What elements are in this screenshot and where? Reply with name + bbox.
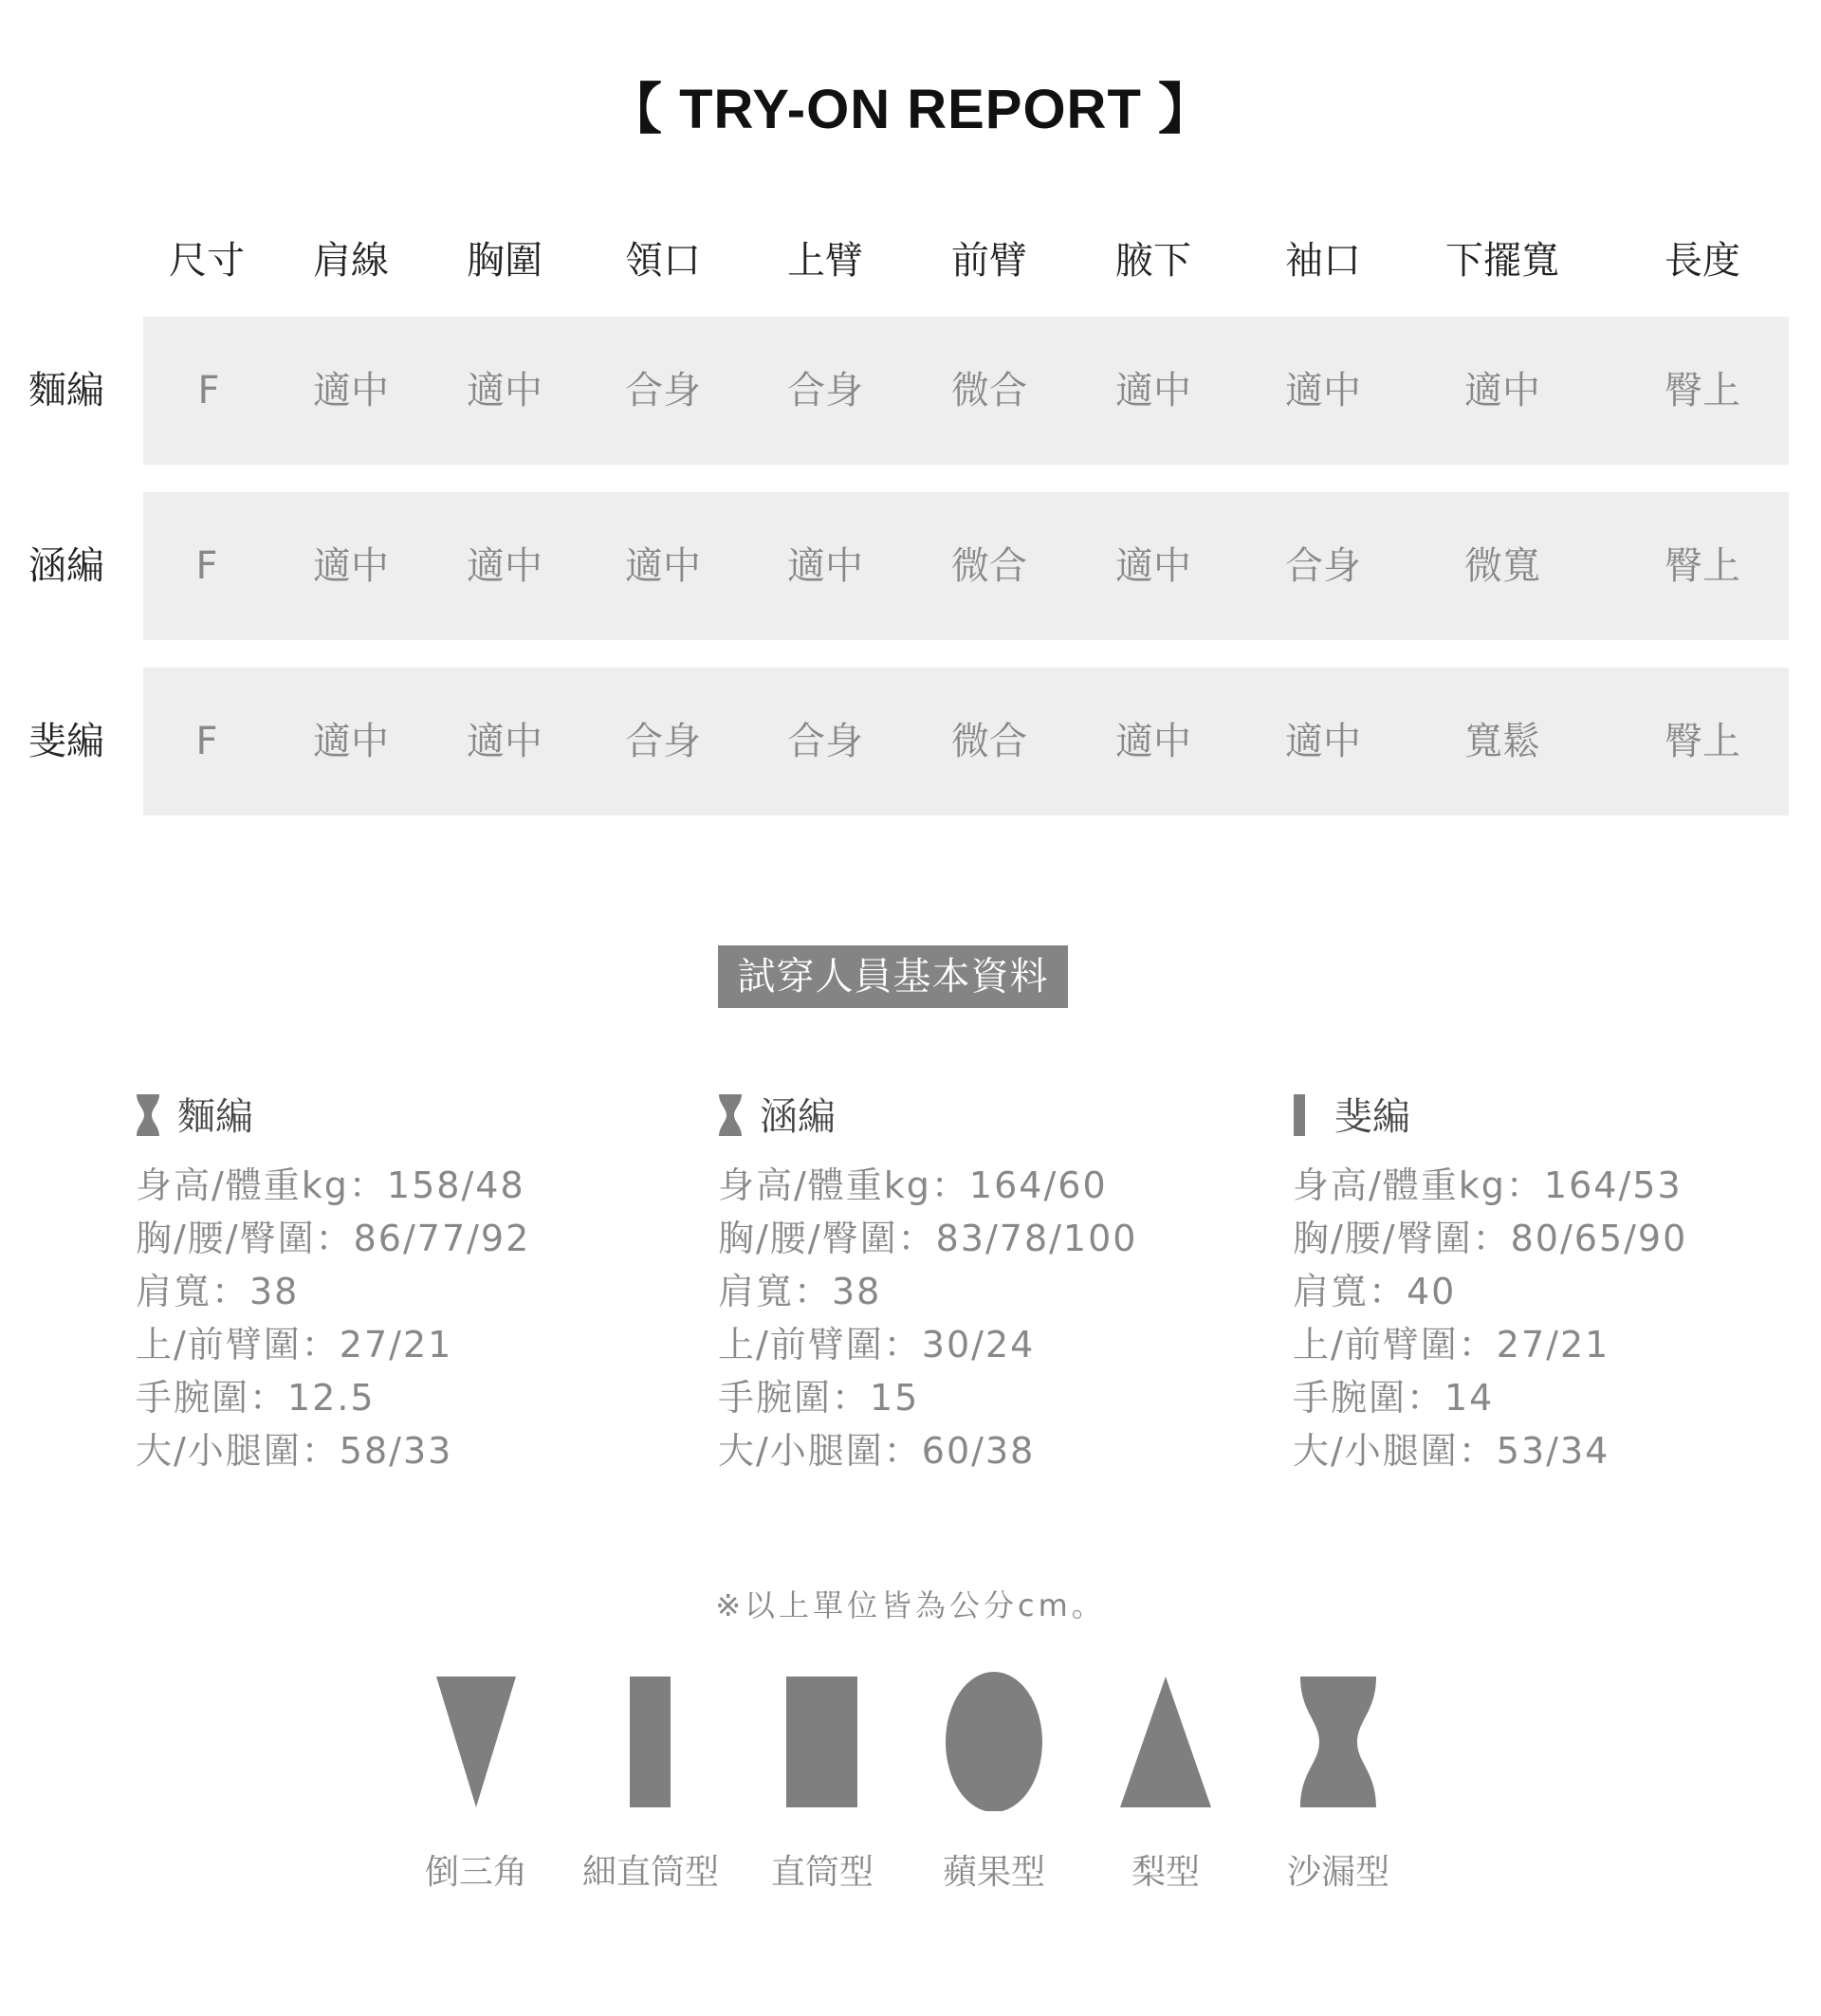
cell-cuff: 適中 bbox=[1285, 720, 1361, 763]
cell-hem-width: 寬鬆 bbox=[1464, 720, 1540, 763]
cell-armpit: 適中 bbox=[1115, 720, 1191, 763]
header-neckline: 領口 bbox=[625, 239, 701, 283]
cell-hem-width: 適中 bbox=[1464, 369, 1540, 412]
stat-height-weight: 身高/體重kg：164/53 bbox=[1293, 1164, 1683, 1206]
section-title-badge: 試穿人員基本資料 bbox=[718, 945, 1068, 1008]
stat-wrist: 手腕圍：15 bbox=[718, 1377, 920, 1419]
cell-armpit: 適中 bbox=[1115, 369, 1191, 412]
cell-length: 臀上 bbox=[1665, 544, 1740, 588]
stat-leg-circumference: 大/小腿圍：60/38 bbox=[718, 1430, 1036, 1472]
person-name: 涵編 bbox=[760, 1095, 836, 1139]
table-row bbox=[0, 668, 1821, 816]
header-shoulder: 肩線 bbox=[313, 239, 389, 283]
cell-forearm: 微合 bbox=[951, 544, 1027, 588]
cell-cuff: 合身 bbox=[1285, 544, 1361, 588]
row-label: 麵編 bbox=[28, 369, 104, 412]
cell-shoulder: 適中 bbox=[313, 544, 389, 588]
header-chest: 胸圍 bbox=[467, 239, 543, 283]
shape-label: 倒三角 bbox=[424, 1853, 527, 1892]
stat-bust-waist-hip: 胸/腰/臀圍：80/65/90 bbox=[1293, 1218, 1688, 1259]
hourglass-icon bbox=[1253, 1669, 1424, 1811]
header-armpit: 腋下 bbox=[1115, 239, 1191, 283]
hourglass-icon bbox=[136, 1094, 160, 1136]
pear-icon bbox=[1080, 1669, 1251, 1811]
shape-label: 細直筒型 bbox=[581, 1853, 719, 1892]
stat-height-weight: 身高/體重kg：164/60 bbox=[718, 1164, 1108, 1206]
stats-list bbox=[718, 1159, 1287, 1477]
cell-chest: 適中 bbox=[467, 720, 543, 763]
stats-list bbox=[136, 1159, 705, 1477]
stat-wrist: 手腕圍：12.5 bbox=[136, 1377, 376, 1419]
apple-icon bbox=[909, 1669, 1079, 1811]
straight-icon bbox=[737, 1669, 908, 1811]
shape-label: 沙漏型 bbox=[1286, 1853, 1389, 1892]
cell-forearm: 微合 bbox=[951, 720, 1027, 763]
header-length: 長度 bbox=[1665, 239, 1740, 283]
stat-arm-circumference: 上/前臂圍：27/21 bbox=[136, 1324, 453, 1365]
cell-size: F bbox=[197, 369, 220, 412]
cell-neckline: 合身 bbox=[625, 369, 701, 412]
cell-length: 臀上 bbox=[1665, 720, 1740, 763]
cell-chest: 適中 bbox=[467, 369, 543, 412]
stat-leg-circumference: 大/小腿圍：58/33 bbox=[136, 1430, 453, 1472]
person-name: 斐編 bbox=[1334, 1095, 1410, 1139]
stat-shoulder-width: 肩寬：40 bbox=[1293, 1271, 1457, 1312]
cell-size: F bbox=[195, 544, 218, 588]
stat-leg-circumference: 大/小腿圍：53/34 bbox=[1293, 1430, 1610, 1472]
person-card bbox=[718, 1089, 1287, 1493]
body-shape-item bbox=[1253, 1669, 1424, 1897]
table-header-row bbox=[0, 228, 1821, 294]
header-upper-arm: 上臂 bbox=[787, 239, 863, 283]
cell-neckline: 適中 bbox=[625, 544, 701, 588]
stat-shoulder-width: 肩寬：38 bbox=[136, 1271, 300, 1312]
header-forearm: 前臂 bbox=[951, 239, 1027, 283]
person-heading bbox=[1293, 1089, 1821, 1145]
stat-height-weight: 身高/體重kg：158/48 bbox=[136, 1164, 525, 1206]
inverted-triangle-icon bbox=[391, 1669, 561, 1811]
shape-label: 直筒型 bbox=[770, 1853, 874, 1892]
slim-straight-icon bbox=[1293, 1094, 1317, 1136]
cell-forearm: 微合 bbox=[951, 369, 1027, 412]
cell-shoulder: 適中 bbox=[313, 720, 389, 763]
shape-label: 蘋果型 bbox=[942, 1853, 1045, 1892]
stat-arm-circumference: 上/前臂圍：27/21 bbox=[1293, 1324, 1610, 1365]
body-shape-item bbox=[391, 1669, 561, 1897]
cell-neckline: 合身 bbox=[625, 720, 701, 763]
table-row bbox=[0, 492, 1821, 640]
body-shape-item bbox=[565, 1669, 736, 1897]
cell-upper-arm: 適中 bbox=[787, 544, 863, 588]
stats-list bbox=[1293, 1159, 1821, 1477]
person-heading bbox=[718, 1089, 1287, 1145]
shape-label: 梨型 bbox=[1131, 1853, 1200, 1892]
cell-shoulder: 適中 bbox=[313, 369, 389, 412]
cell-size: F bbox=[195, 720, 218, 763]
body-shape-item bbox=[737, 1669, 908, 1897]
stat-wrist: 手腕圍：14 bbox=[1293, 1377, 1495, 1419]
cell-chest: 適中 bbox=[467, 544, 543, 588]
hourglass-icon bbox=[718, 1094, 743, 1136]
units-note: ※以上單位皆為公分cm。 bbox=[715, 1587, 1106, 1623]
table-row bbox=[0, 317, 1821, 465]
cell-upper-arm: 合身 bbox=[787, 720, 863, 763]
cell-length: 臀上 bbox=[1665, 369, 1740, 412]
slim-straight-icon bbox=[565, 1669, 736, 1811]
person-card bbox=[136, 1089, 705, 1493]
stat-arm-circumference: 上/前臂圍：30/24 bbox=[718, 1324, 1036, 1365]
row-label: 涵編 bbox=[28, 544, 104, 588]
body-shape-item bbox=[909, 1669, 1079, 1897]
cell-cuff: 適中 bbox=[1285, 369, 1361, 412]
cell-armpit: 適中 bbox=[1115, 544, 1191, 588]
person-heading bbox=[136, 1089, 705, 1145]
header-cuff: 袖口 bbox=[1285, 239, 1361, 283]
cell-upper-arm: 合身 bbox=[787, 369, 863, 412]
header-hem-width: 下擺寬 bbox=[1445, 239, 1559, 283]
cell-hem-width: 微寬 bbox=[1464, 544, 1540, 588]
row-label: 斐編 bbox=[28, 720, 104, 763]
stat-bust-waist-hip: 胸/腰/臀圍：83/78/100 bbox=[718, 1218, 1138, 1259]
person-name: 麵編 bbox=[177, 1095, 253, 1139]
report-title: 【 TRY-ON REPORT 】 bbox=[607, 79, 1214, 140]
body-shape-item bbox=[1080, 1669, 1251, 1897]
stat-shoulder-width: 肩寬：38 bbox=[718, 1271, 882, 1312]
header-size: 尺寸 bbox=[169, 239, 245, 283]
stat-bust-waist-hip: 胸/腰/臀圍：86/77/92 bbox=[136, 1218, 531, 1259]
person-card bbox=[1293, 1089, 1821, 1493]
